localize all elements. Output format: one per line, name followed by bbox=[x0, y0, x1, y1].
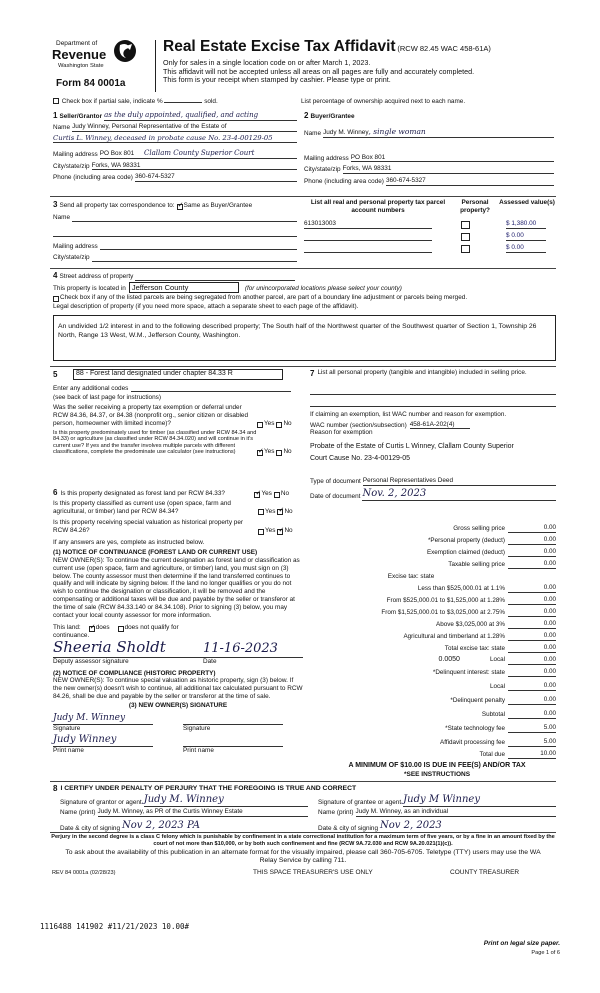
corr-name-field[interactable] bbox=[72, 215, 297, 222]
street-label: Street address of property bbox=[59, 272, 134, 280]
buyer-name-field[interactable] bbox=[323, 127, 554, 138]
exempt-claim-label: If claiming an exemption, list WAC number and reason for exemption. bbox=[310, 410, 507, 418]
tax-value[interactable]: 0.00 bbox=[508, 656, 556, 665]
grantor-signature-block bbox=[60, 794, 308, 833]
legal-description-field[interactable]: An undivided 1/2 interest in and to the following described property; The South half of the Northwest quarter of the Southwest quarter of Section 1, Township 26 North, Range 13 West, W.M., Jefferson County, Washington. bbox=[53, 315, 556, 361]
tax-label: Above $3,025,000 at 3% bbox=[436, 621, 505, 629]
sec6-q1-yes: Yes bbox=[261, 489, 272, 497]
sec8-title: I CERTIFY UNDER PENALTY OF PERJURY THAT THE FOREGOING IS TRUE AND CORRECT bbox=[60, 785, 357, 793]
sec5 bbox=[53, 369, 303, 456]
tax-row bbox=[318, 559, 556, 569]
parcel-row bbox=[304, 243, 556, 253]
header-note1: Only for sales in a single location code on or after March 1, 2023. bbox=[163, 57, 371, 67]
tax-value[interactable]: 0.00 bbox=[508, 548, 556, 557]
sec5-q2-yes-checkbox[interactable] bbox=[257, 450, 263, 456]
tax-label: Exemption claimed (deduct) bbox=[426, 549, 505, 557]
sec6-q2: Is this property classified as current use (open space, farm and agricultural, or timber) land per RCW 84.34? bbox=[53, 499, 231, 515]
tax-label: Total due bbox=[479, 751, 505, 759]
legal-desc-label: Legal description of property (if you need more space, attach a separate sheet to each page of the affidavit). bbox=[53, 302, 359, 310]
buyer-city-field[interactable]: Forks, WA 98331 bbox=[343, 165, 554, 174]
assessed-col-header: Assessed value(s) bbox=[499, 199, 555, 206]
partial-sale-row bbox=[53, 98, 218, 106]
tax-label: Local bbox=[489, 656, 505, 664]
sec5-q1-yes-checkbox[interactable] bbox=[257, 422, 263, 428]
notice2-title: (2) NOTICE OF COMPLIANCE (HISTORIC PROPERTY) bbox=[53, 669, 216, 677]
sec5-q2: Is this property predominately used for timber (as classified under RCW 84.34 and 84.33) or agriculture (as classified under RCW 84.34.020) and will continue in it's current use? If yes and the transfer involves multiple parcels with different classifications, complete the predominate use calculator (see instructions) bbox=[53, 429, 257, 456]
tax-row bbox=[318, 643, 556, 653]
partial-sold-label: sold. bbox=[204, 98, 218, 105]
dor-logo bbox=[52, 40, 152, 92]
tax-label: Less than $525,000.01 at 1.1% bbox=[417, 585, 505, 593]
new-owner-sig-label-2: Signature bbox=[183, 724, 211, 732]
corr-num: 3 bbox=[53, 200, 58, 209]
sec6-q1-yes-checkbox[interactable] bbox=[254, 492, 260, 498]
property-num: 4 bbox=[53, 271, 58, 280]
doc-date-field[interactable]: Nov. 2, 2023 bbox=[362, 488, 556, 501]
tax-label: Agricultural and timberland at 1.28% bbox=[403, 633, 505, 641]
continuance-label: continuance. bbox=[53, 631, 90, 639]
tax-value[interactable]: 0.00 bbox=[508, 536, 556, 545]
sec5-q2-no-checkbox[interactable] bbox=[276, 450, 282, 456]
assessed-value-field[interactable]: $ 0.00 bbox=[506, 244, 546, 253]
tax-row bbox=[318, 631, 556, 641]
reason-line1[interactable]: Probate of the Estate of Curtis L Winney, Clallam County Superior bbox=[310, 443, 514, 451]
sec6-q2-yes-checkbox[interactable] bbox=[258, 509, 264, 515]
new-owner-sig-label: Signature bbox=[53, 724, 81, 732]
county-select[interactable]: Jefferson County bbox=[129, 282, 239, 293]
sec6-q3: Is this property receiving special valuation as historical property per RCW 84.26? bbox=[53, 519, 244, 535]
divider-4 bbox=[50, 781, 556, 782]
tax-row bbox=[318, 535, 556, 545]
tax-label: *State technology fee bbox=[445, 725, 505, 733]
property-section bbox=[53, 271, 556, 361]
tax-value[interactable]: 0.00 bbox=[508, 524, 556, 533]
sec7-num: 7 bbox=[310, 369, 315, 378]
minimum-note: A MINIMUM OF $10.00 IS DUE IN FEE(S) AND/OR TAX bbox=[348, 762, 526, 769]
header-text bbox=[163, 38, 583, 85]
segregated-label: Check box if any of the listed parcels are being segregated from another parcel, are part of a boundary line adjustment or parcels being merged. bbox=[60, 293, 468, 301]
perjury-notice: Perjury in the second degree is a class C felony which is punishable by confinement in a state correctional institution for a maximum term of five years, or by a fine in an amount fixed by the court of not more than $10,000, or by both such confinement and fine (RCW 9A.72.030 and RCW 9A.20.021(1)(c)). bbox=[51, 834, 555, 847]
parcel-number-field[interactable] bbox=[304, 240, 432, 241]
does-not-qualify-checkbox[interactable] bbox=[118, 626, 124, 632]
parcel-row bbox=[304, 231, 556, 241]
divider-2 bbox=[50, 268, 556, 269]
see-instructions: *SEE INSTRUCTIONS bbox=[403, 771, 471, 778]
wac-label: WAC number (section/subsection) bbox=[310, 421, 407, 429]
tax-label: Total excise tax: state bbox=[444, 645, 505, 653]
grantor-date-label: Date & city of signing bbox=[60, 825, 121, 833]
treasurer-stamp: 1116488 141902 #11/21/2023 10.00# bbox=[40, 922, 190, 931]
partial-sale-checkbox[interactable] bbox=[53, 98, 59, 104]
sec6-q3-yes: Yes bbox=[265, 527, 276, 535]
buyer-name-label: Name bbox=[304, 129, 322, 137]
tax-label: *Personal property (deduct) bbox=[427, 537, 505, 545]
tax-label: Taxable selling price bbox=[448, 561, 505, 569]
sec7 bbox=[310, 369, 556, 501]
personal-prop-col-header: Personal property? bbox=[460, 199, 490, 214]
grantee-name-field[interactable]: Judy M. Winney, as an individual bbox=[356, 808, 556, 817]
page-number: Page 1 of 6 bbox=[531, 950, 560, 956]
tax-label: Subtotal bbox=[481, 711, 505, 719]
sec6-q2-no: No bbox=[284, 507, 293, 515]
buyer-mailing-field[interactable]: PO Box 801 bbox=[351, 154, 554, 163]
dept-line3: Washington State bbox=[58, 63, 104, 69]
grantor-sig-label: Signature of grantor or agent bbox=[60, 799, 142, 807]
buyer-section bbox=[304, 111, 554, 186]
tax-label: Local bbox=[489, 683, 505, 691]
tax-row bbox=[318, 723, 556, 733]
tax-value[interactable]: 0.00 bbox=[508, 710, 556, 719]
form-number: Form 84 0001a bbox=[56, 78, 126, 89]
personal-prop-checkbox[interactable] bbox=[461, 245, 470, 253]
seller-name-line1[interactable]: Judy Winney, Personal Representative of the Estate of bbox=[72, 123, 297, 132]
sec8-num: 8 bbox=[53, 784, 58, 793]
corr-name-label: Name bbox=[53, 213, 71, 221]
print-name-label-2: Print name bbox=[183, 746, 214, 754]
sec6-q2-yes: Yes bbox=[265, 507, 276, 515]
buyer-num: 2 bbox=[304, 111, 309, 120]
tax-row bbox=[318, 695, 556, 705]
see-back-note: (see back of last page for instructions) bbox=[53, 394, 161, 402]
buyer-title: Buyer/Grantee bbox=[310, 112, 355, 120]
grantor-signature[interactable]: Judy M. Winney bbox=[144, 794, 308, 807]
tax-value[interactable]: 0.00 bbox=[508, 620, 556, 629]
print-name-label: Print name bbox=[53, 746, 84, 754]
grantee-signature-block bbox=[318, 794, 556, 833]
parcel-col-header: List all real and personal property tax parcel account numbers bbox=[310, 199, 446, 214]
tax-value[interactable]: 0.00 bbox=[508, 608, 556, 617]
buyer-name-value: Judy M. Winney bbox=[323, 128, 369, 136]
parcel-number-field[interactable] bbox=[304, 252, 432, 253]
sec5-q1-no: No bbox=[283, 419, 292, 427]
sec6-num: 6 bbox=[53, 488, 58, 497]
sec8-title-row bbox=[53, 784, 356, 794]
does-not-label: does not qualify for bbox=[124, 624, 179, 632]
divider-3 bbox=[50, 366, 556, 367]
tax-value[interactable]: 0.00 bbox=[508, 668, 556, 677]
tax-row bbox=[318, 619, 556, 629]
tax-row bbox=[318, 583, 556, 593]
reason-label: Reason for exemption bbox=[310, 429, 373, 437]
doc-type-label: Type of document bbox=[310, 478, 361, 486]
assessor-date: 11-16-2023 bbox=[203, 640, 278, 656]
sec5-q1: Was the seller receiving a property tax exemption or deferral under RCW 84.36, 84.37, or 84.38 (nonprofit org., senior citizen or disabled person, homeowner with limited income)? bbox=[53, 404, 249, 427]
tax-value[interactable]: 5.00 bbox=[508, 724, 556, 733]
tax-label: From $525,000.01 to $1,525,000 at 1.28% bbox=[386, 597, 505, 605]
seller-city-label: City/state/zip bbox=[53, 162, 90, 170]
buyer-phone-field[interactable]: 360-674-5327 bbox=[386, 177, 554, 186]
tax-label: Gross selling price bbox=[453, 525, 505, 533]
tax-label: From $1,525,000.01 to $3,025,000 at 2.75% bbox=[381, 609, 505, 617]
grantee-name-label: Name (print) bbox=[318, 809, 354, 817]
same-as-buyer-checkbox[interactable] bbox=[177, 204, 183, 210]
notice2-text: NEW OWNER(S): To continue special valuation as historic property, sign (3) below. If the new owner(s) doesn't wish to continue, all additional tax calculated pursuant to RCW 84.26, shall be due and payable by the seller or transferor at the time of sale. bbox=[53, 677, 303, 701]
seller-city-field[interactable]: Forks, WA 98331 bbox=[92, 162, 297, 171]
tax-row bbox=[318, 595, 556, 605]
sec5-q1-yes: Yes bbox=[264, 419, 275, 427]
tax-value[interactable]: 0.00 bbox=[508, 632, 556, 641]
notice3-title: (3) NEW OWNER(S) SIGNATURE bbox=[128, 702, 228, 710]
tax-value[interactable]: 0.00 bbox=[508, 596, 556, 605]
deputy-label: Deputy assessor signature bbox=[53, 657, 129, 665]
new-owner-print[interactable]: Judy Winney bbox=[53, 734, 153, 747]
sec5-q2-no: No bbox=[283, 448, 292, 456]
ownership-note: List percentage of ownership acquired next to each name. bbox=[301, 98, 466, 105]
tax-row bbox=[318, 523, 556, 533]
buyer-phone-label: Phone (including area code) bbox=[304, 178, 384, 186]
dept-line2: Revenue bbox=[52, 47, 107, 62]
assessed-value-field[interactable]: $ 1,380.00 bbox=[506, 220, 546, 229]
seller-section bbox=[53, 111, 297, 182]
doc-type-field[interactable]: Personal Representatives Deed bbox=[363, 477, 556, 486]
located-label: This property is located in bbox=[53, 285, 126, 293]
corr-name-field-2[interactable] bbox=[53, 230, 297, 237]
corr-mailing-label: Mailing address bbox=[53, 242, 98, 250]
tax-row bbox=[318, 737, 556, 747]
new-owner-print-2[interactable] bbox=[183, 739, 283, 747]
partial-percent-field[interactable] bbox=[164, 102, 202, 103]
seller-name-label: Name bbox=[53, 123, 71, 131]
rcw-ref: (RCW 82.45 WAC 458-61A) bbox=[397, 44, 491, 53]
grantee-sig-label: Signature of grantee or agent bbox=[318, 799, 402, 807]
sec6-q1-no-checkbox[interactable] bbox=[274, 492, 280, 498]
assessor-signature-line[interactable] bbox=[53, 640, 303, 658]
grantor-date-field[interactable]: Nov 2, 2023 PA bbox=[122, 820, 308, 833]
grantor-name-field[interactable]: Judy M. Winney, as PR of the Curtis Winney Estate bbox=[98, 808, 308, 817]
correspondence-section bbox=[53, 200, 297, 262]
personal-prop-field[interactable] bbox=[310, 389, 556, 395]
corr-text-post: Same as Buyer/Grantee bbox=[183, 201, 253, 209]
personal-prop-label: List all personal property (tangible and intangible) included in selling price. bbox=[317, 369, 527, 376]
sec5-num: 5 bbox=[53, 369, 58, 379]
sec6-q3-no: No bbox=[284, 527, 293, 535]
local-rate-group bbox=[318, 656, 508, 665]
excise-state-label: Excise tax: state bbox=[387, 573, 435, 580]
sec6 bbox=[53, 488, 303, 755]
corr-text-pre: Send all property tax correspondence to: bbox=[59, 201, 175, 209]
sec6-q3-no-checkbox[interactable] bbox=[277, 529, 283, 535]
seller-mailing-value: PO Box 801 bbox=[99, 149, 135, 157]
land-label: This land: bbox=[53, 624, 81, 632]
parcel-number-field[interactable]: 613013003 bbox=[304, 220, 432, 229]
corr-mailing-field[interactable] bbox=[100, 243, 297, 250]
assessed-value-field[interactable]: $ 0.00 bbox=[506, 232, 546, 241]
buyer-name-hw: , single woman bbox=[368, 126, 426, 136]
county-treasurer: COUNTY TREASURER bbox=[450, 869, 520, 876]
seller-mailing-hw: Clallam County Superior Court bbox=[144, 148, 255, 157]
additional-codes-label: Enter any additional codes bbox=[53, 384, 129, 392]
reason-line2[interactable]: Court Cause No. 23-4-00129-05 bbox=[310, 454, 411, 462]
tax-value[interactable]: 0.00 bbox=[508, 682, 556, 691]
sec6-q1-no: No bbox=[280, 489, 290, 497]
use-code-select[interactable]: 88 - Forest land designated under chapter 84.33 R bbox=[73, 369, 283, 380]
revenue-logo-icon bbox=[112, 38, 138, 64]
seller-handwritten-note: as the duly appointed, qualified, and acting bbox=[104, 111, 297, 121]
new-owner-signature-2[interactable] bbox=[183, 717, 283, 725]
personal-prop-checkbox[interactable] bbox=[461, 221, 470, 229]
personal-prop-field-2[interactable] bbox=[310, 401, 556, 407]
additional-codes-field[interactable] bbox=[131, 386, 291, 392]
partial-sale-label: Check box if partial sale, indicate % bbox=[61, 98, 163, 105]
tax-row bbox=[318, 709, 556, 719]
sec6-q2-no-checkbox[interactable] bbox=[277, 509, 283, 515]
tax-value[interactable]: 10.00 bbox=[508, 750, 556, 759]
tax-label: *Delinquent penalty bbox=[450, 697, 505, 705]
street-address-field[interactable] bbox=[135, 274, 295, 281]
tax-row bbox=[318, 681, 556, 691]
sec5-q2-yes: Yes bbox=[264, 448, 275, 456]
notice1-text: NEW OWNER(S): To continue the current designation as forest land or classification as current use (open space, farm and agriculture, or timber) land, you must sign on (3) below. The county assessor must then determine if the land transferred continues to qualify and will indicate by signing below. If the land no longer qualifies or you do not wish to continue the designation or classification, it will be removed and the compensating or additional taxes will be due and payable by the seller or transferor at the time of sale (RCW 84.33.140 or 84.34.108). Prior to signing (3) below, you may contact your local county assessor for more information. bbox=[53, 556, 300, 620]
seller-mailing-field[interactable] bbox=[100, 149, 297, 159]
tax-value[interactable]: 5.00 bbox=[508, 738, 556, 747]
local-rate: 0.0050 bbox=[438, 656, 460, 664]
tax-value[interactable]: 0.00 bbox=[508, 560, 556, 569]
grantee-date-field[interactable]: Nov 2, 2023 bbox=[380, 820, 556, 833]
assessor-signature: Sheeria Sholdt bbox=[53, 638, 166, 657]
tax-value[interactable]: 0.00 bbox=[508, 644, 556, 653]
buyer-mailing-label: Mailing address bbox=[304, 154, 349, 162]
tax-row bbox=[318, 655, 556, 665]
legal-paper-note: Print on legal size paper. bbox=[483, 940, 560, 947]
tax-value[interactable]: 0.00 bbox=[508, 584, 556, 593]
seller-name-line2[interactable]: Curtis L. Winney, deceased in probate cause No. 23-4-00129-05 bbox=[53, 134, 297, 143]
page-title: Real Estate Excise Tax Affidavit bbox=[163, 38, 396, 55]
sec6-instr: If any answers are yes, complete as instructed below. bbox=[53, 539, 205, 546]
assessor-date-label: Date bbox=[203, 657, 217, 665]
corr-city-label: City/state/zip bbox=[53, 254, 90, 262]
header-note2: This affidavit will not be accepted unless all areas on all pages are fully and accurately completed. bbox=[163, 66, 475, 76]
seller-title: Seller/Grantor bbox=[59, 112, 103, 120]
header-note3: This form is your receipt when stamped by cashier. Please type or print. bbox=[163, 75, 391, 85]
personal-prop-checkbox[interactable] bbox=[461, 233, 470, 241]
buyer-city-label: City/state/zip bbox=[304, 166, 341, 174]
tax-value[interactable]: 0.00 bbox=[508, 696, 556, 705]
tax-row bbox=[318, 667, 556, 677]
divider-5 bbox=[50, 832, 556, 833]
does-qualify-checkbox[interactable] bbox=[89, 626, 95, 632]
accessibility-notice: To ask about the availability of this publication in an alternate format for the visually impaired, please call 360-705-6705. Teletype (TTY) users may use the WA Relay Service by calling 711. bbox=[65, 849, 541, 865]
seller-mailing-label: Mailing address bbox=[53, 150, 98, 158]
grantee-date-label: Date & city of signing bbox=[318, 825, 379, 833]
does-label: does bbox=[95, 624, 110, 632]
header-divider bbox=[155, 40, 156, 92]
sec6-q3-yes-checkbox[interactable] bbox=[258, 529, 264, 535]
tax-row bbox=[318, 749, 556, 759]
tax-row bbox=[318, 547, 556, 557]
unincorporated-note: (for unincorporated locations please select your county) bbox=[244, 285, 402, 293]
tax-row bbox=[318, 607, 556, 617]
dept-line1: Department of bbox=[56, 40, 98, 47]
treasurer-space: THIS SPACE TREASURER'S USE ONLY bbox=[253, 869, 373, 876]
doc-date-label: Date of document bbox=[310, 493, 361, 501]
divider-1 bbox=[50, 196, 556, 197]
rev-number: REV 84 0001a (02/28/23) bbox=[52, 870, 116, 876]
wac-field[interactable]: 458-61A-202(4) bbox=[410, 421, 470, 430]
seller-phone-label: Phone (including area code) bbox=[53, 174, 133, 182]
segregated-checkbox[interactable] bbox=[53, 296, 59, 302]
notice1-title: (1) NOTICE OF CONTINUANCE (FOREST LAND OR CURRENT USE) bbox=[53, 548, 258, 556]
corr-city-field[interactable] bbox=[92, 255, 297, 262]
parcels-section bbox=[304, 199, 556, 253]
tax-label: *Delinquent interest: state bbox=[432, 669, 505, 677]
seller-phone-field[interactable]: 360-674-5327 bbox=[135, 173, 297, 182]
sec5-q1-no-checkbox[interactable] bbox=[276, 422, 282, 428]
parcel-row bbox=[304, 219, 556, 229]
sec6-q1: Is this property designated as forest land per RCW 84.33? bbox=[60, 489, 225, 497]
grantor-name-label: Name (print) bbox=[60, 809, 96, 817]
new-owner-signature[interactable]: Judy M. Winney bbox=[53, 713, 153, 725]
grantee-signature[interactable]: Judy M Winney bbox=[403, 794, 556, 807]
tax-label: Affidavit processing fee bbox=[440, 739, 505, 747]
seller-num: 1 bbox=[53, 111, 58, 120]
